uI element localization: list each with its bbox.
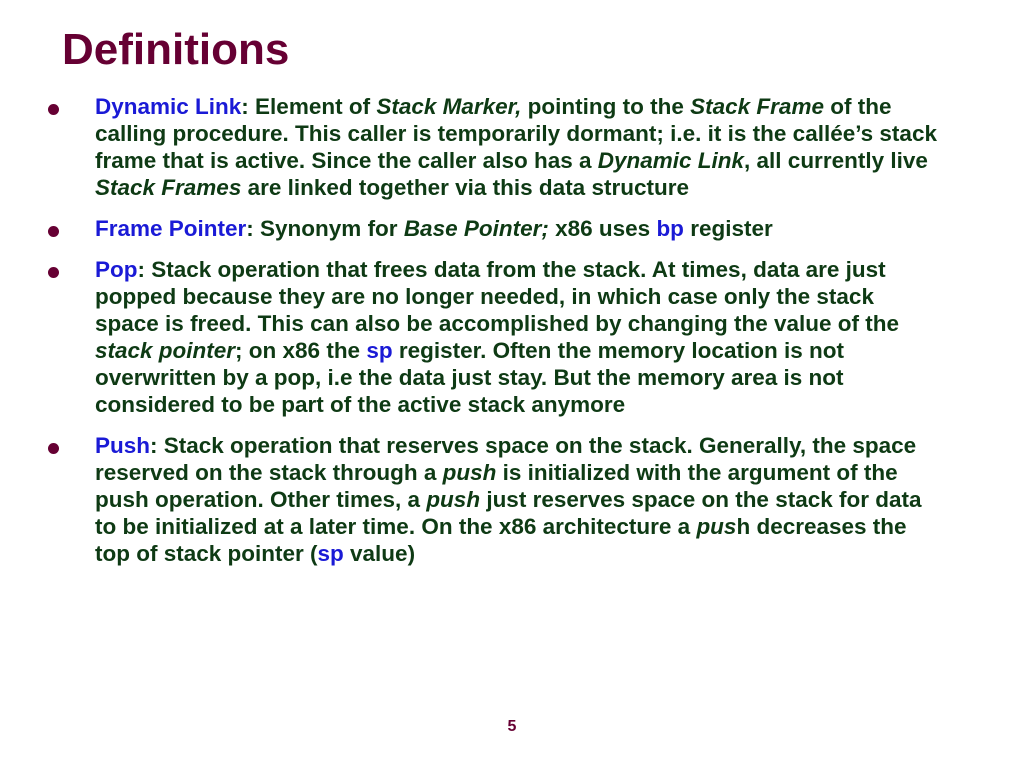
bullet-dot-icon (48, 226, 59, 237)
definition-item-frame-pointer (48, 215, 938, 242)
definition-term: Dynamic Link (95, 94, 242, 119)
definition-item-push (48, 432, 938, 567)
definition-item-dynamic-link (48, 93, 938, 201)
text-segment: value) (343, 541, 416, 566)
definition-term: Pop (95, 257, 138, 282)
text-segment: are linked together via this data structure (241, 175, 689, 200)
page-number: 5 (507, 718, 517, 735)
text-segment: h decreases the top of stack pointer ( (95, 514, 907, 566)
emphasis-text: Stack Frame (690, 94, 824, 119)
emphasis-text: Base Pointer; (403, 216, 549, 241)
definition-text (95, 215, 773, 242)
register-name: sp (317, 541, 344, 566)
emphasis-text: push (426, 487, 481, 512)
text-segment: : Stack operation that reserves space on the stack. Generally, the space reserved on the stack through a (95, 433, 917, 485)
text-segment: : Synonym for (246, 216, 404, 241)
text-segment: : Element of (241, 94, 377, 119)
text-segment: is initialized with the argument of the push operation. Other times, a (95, 460, 898, 512)
emphasis-text: pus (696, 514, 737, 539)
definition-text (95, 256, 938, 418)
register-name: bp (656, 216, 684, 241)
bullet-dot-icon (48, 267, 59, 278)
bullet-dot-icon (48, 443, 59, 454)
text-segment: of the calling procedure. This caller is temporarily dormant; i.e. it is the callée’s stack frame that is active. Since the caller also has a (95, 94, 937, 173)
text-segment: pointing to the (521, 94, 691, 119)
definition-item-pop (48, 256, 938, 418)
emphasis-text: Dynamic Link (597, 148, 745, 173)
definition-list (48, 93, 938, 581)
text-segment: x86 uses (548, 216, 657, 241)
text-segment: register. Often the memory location is not overwritten by a pop, i.e the data just stay. But the memory area is not considered to be part of the active stack anymore (95, 338, 844, 417)
emphasis-text: Stack Frames (95, 175, 242, 200)
register-name: sp (366, 338, 393, 363)
definition-term: Push (95, 433, 151, 458)
definition-text (95, 432, 938, 567)
emphasis-text: push (442, 460, 497, 485)
text-segment: just reserves space on the stack for data to be initialized at a later time. On the x86 architecture a (95, 487, 922, 539)
slide-title: Definitions (62, 25, 290, 74)
emphasis-text: Stack Marker, (376, 94, 522, 119)
text-segment: , all currently live (744, 148, 928, 173)
definition-term: Frame Pointer (95, 216, 247, 241)
definition-text (95, 93, 938, 201)
emphasis-text: stack pointer (95, 338, 236, 363)
text-segment: ; on x86 the (235, 338, 367, 363)
text-segment: : Stack operation that frees data from the stack. At times, data are just popped because they are no longer needed, in which case only the stack space is freed. This can also be accomplished by changing the value of the (95, 257, 899, 336)
bullet-dot-icon (48, 104, 59, 115)
text-segment: register (683, 216, 773, 241)
